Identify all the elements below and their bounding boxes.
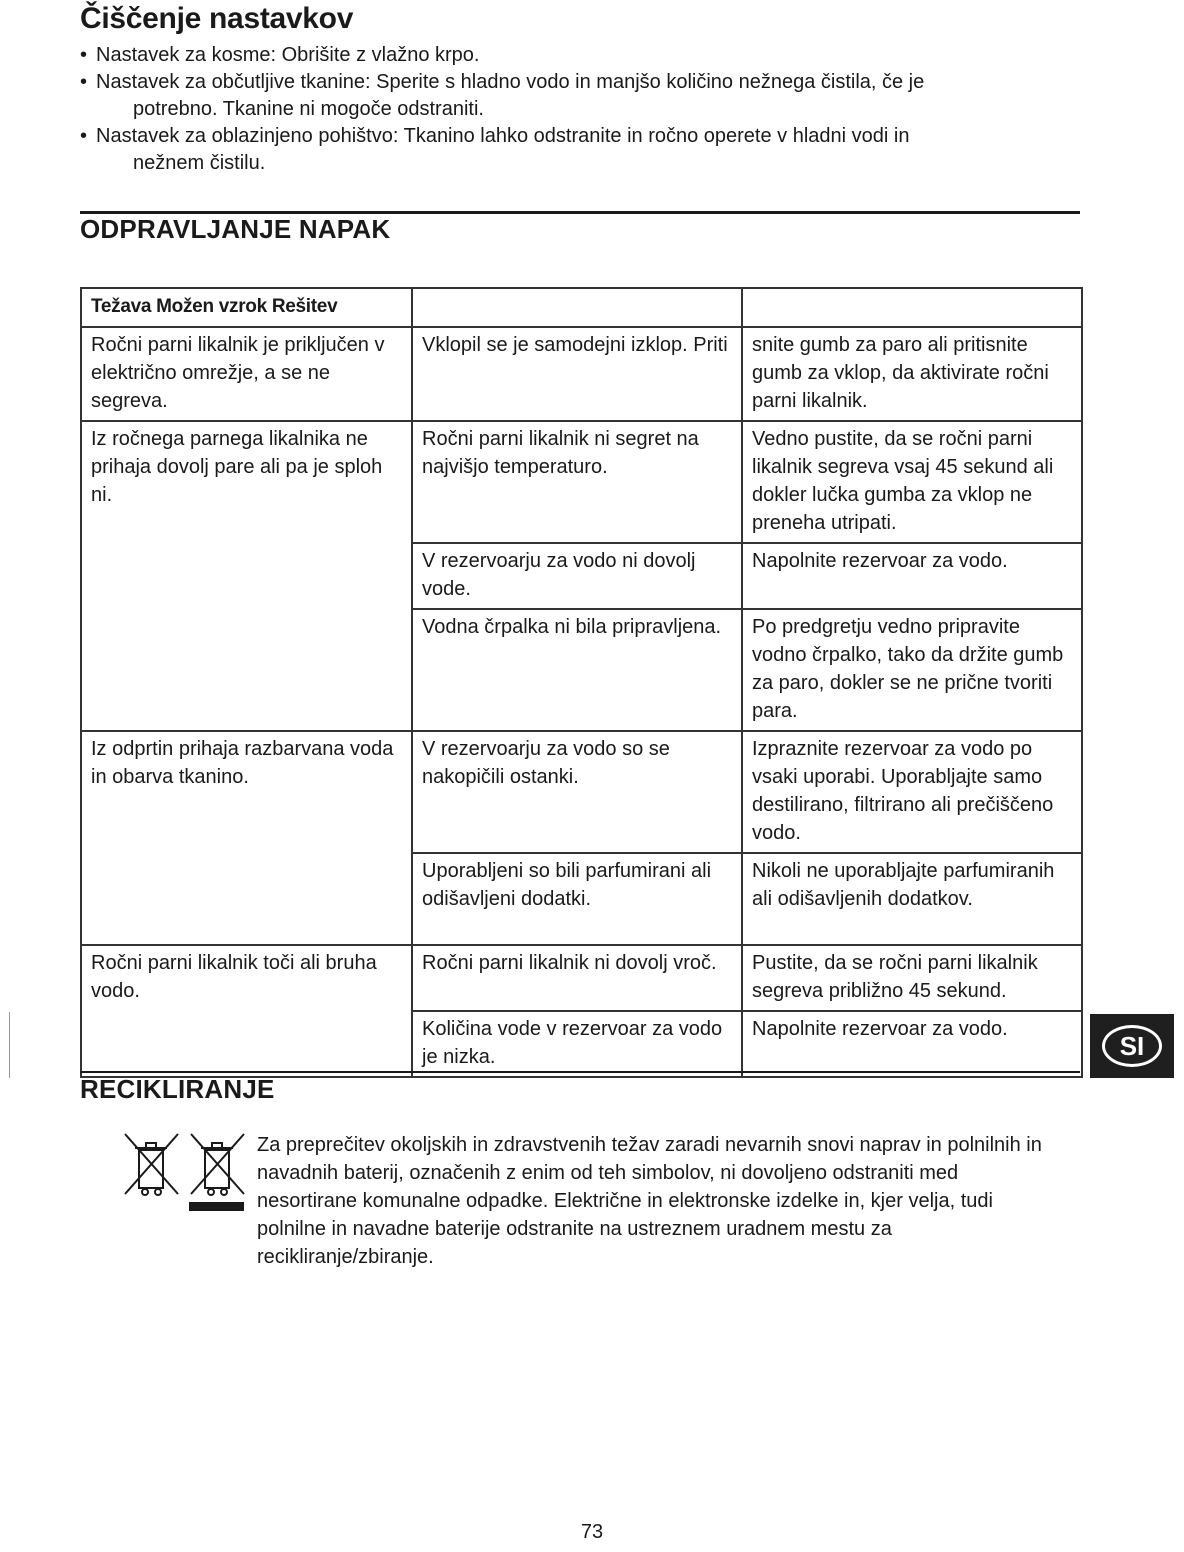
- weee-bin-icons: [122, 1130, 246, 1214]
- table-header-row: [81, 288, 1082, 327]
- solution-cell: Napolnite rezervoar za vodo.: [742, 543, 1082, 609]
- table-row: [81, 731, 1082, 853]
- cause-cell: Količina vode v rezervoar za vodo je nizka.: [412, 1011, 742, 1077]
- table-header-cell: [81, 288, 412, 327]
- problem-cell: Iz ročnega parnega likalnika ne prihaja dovolj pare ali pa je sploh ni.: [81, 421, 412, 731]
- cause-cell: Uporabljeni so bili parfumirani ali odišavljeni dodatki.: [412, 853, 742, 945]
- cause-cell: Ročni parni likalnik ni segret na najvišjo temperaturo.: [412, 421, 742, 543]
- section-divider: [80, 1071, 1080, 1073]
- bullet-icon: •: [80, 71, 88, 93]
- page-number: 73: [580, 1521, 604, 1543]
- solution-cell: Po predgretju vedno pripravite vodno črpalko, tako da držite gumb za paro, dokler se ne prične tvoriti para.: [742, 609, 1082, 731]
- list-item: [80, 42, 1040, 69]
- cause-cell: Ročni parni likalnik ni dovolj vroč.: [412, 945, 742, 1011]
- cause-cell: V rezervoarju za vodo ni dovolj vode.: [412, 543, 742, 609]
- bullet-text: Nastavek za kosme: Obrišite z vlažno krpo.: [96, 44, 480, 66]
- solution-cell: Vedno pustite, da se ročni parni likalnik segreva vsaj 45 sekund ali dokler lučka gumba za vklop ne preneha utripati.: [742, 421, 1082, 543]
- troubleshooting-title: ODPRAVLJANJE NAPAK: [80, 214, 391, 244]
- language-badge: [1090, 1014, 1174, 1078]
- table-row: [81, 945, 1082, 1011]
- crossed-bin-icon: [125, 1134, 178, 1195]
- recycling-text: Za preprečitev okoljskih in zdravstvenih težav zaradi nevarnih snovi naprav in polnilnih in navadnih baterij, označenih z enim od teh simbolov, ni dovoljeno odstraniti med nesortirane komunalne odpadke. Električne in elektronske izdelke in, kjer velja, tudi polnilne in navadne baterije odstranite na ustreznem uradnem mestu za recikliranje/zbiranje.: [257, 1134, 1042, 1268]
- bullet-text-continuation: nežnem čistilu.: [133, 152, 266, 174]
- list-item: [80, 69, 1040, 123]
- solution-cell: Izpraznite rezervoar za vodo po vsaki uporabi. Uporabljajte samo destilirano, filtrirano ali prečiščeno vodo.: [742, 731, 1082, 853]
- bullet-icon: •: [80, 125, 88, 147]
- solution-cell: Nikoli ne uporabljajte parfumiranih ali odišavljenih dodatkov.: [742, 853, 1082, 945]
- bin-underline-bar: [189, 1202, 244, 1211]
- problem-cell: Ročni parni likalnik je priključen v električno omrežje, a se ne segreva.: [81, 327, 412, 421]
- list-item: [80, 123, 1040, 177]
- table-row: [81, 327, 1082, 421]
- solution-cell: snite gumb za paro ali pritisnite gumb za vklop, da aktivirate ročni parni likalnik.: [742, 327, 1082, 421]
- cause-cell: Vklopil se je samodejni izklop. Priti: [412, 327, 742, 421]
- bullet-text-continuation: potrebno. Tkanine ni mogoče odstraniti.: [133, 98, 484, 120]
- cleaning-bullet-list: [80, 42, 1040, 177]
- cleaning-title: Čiščenje nastavkov: [80, 2, 354, 35]
- table-header-text: Težava Možen vzrok Rešitev: [91, 296, 338, 317]
- margin-mark: [9, 1012, 10, 1078]
- bullet-text: Nastavek za oblazinjeno pohištvo: Tkanino lahko odstranite in ročno operete v hladni vodi in: [96, 125, 910, 147]
- table-header-cell-empty: [742, 288, 1082, 327]
- cause-cell: V rezervoarju za vodo so se nakopičili ostanki.: [412, 731, 742, 853]
- language-badge-label: SI: [1102, 1025, 1162, 1067]
- table-row: [81, 421, 1082, 543]
- bullet-icon: •: [80, 44, 88, 66]
- crossed-bin-battery-icon: [191, 1134, 244, 1195]
- problem-cell: Iz odprtin prihaja razbarvana voda in obarva tkanino.: [81, 731, 412, 945]
- cause-cell: Vodna črpalka ni bila pripravljena.: [412, 609, 742, 731]
- table-header-cell-empty: [412, 288, 742, 327]
- troubleshooting-table: [80, 287, 1083, 1078]
- bullet-text: Nastavek za občutljive tkanine: Sperite s hladno vodo in manjšo količino nežnega čistila, če je: [96, 71, 925, 93]
- solution-cell: Pustite, da se ročni parni likalnik segreva približno 45 sekund.: [742, 945, 1082, 1011]
- recycling-title: RECIKLIRANJE: [80, 1074, 275, 1104]
- solution-cell: Napolnite rezervoar za vodo.: [742, 1011, 1082, 1077]
- problem-cell: Ročni parni likalnik toči ali bruha vodo.: [81, 945, 412, 1077]
